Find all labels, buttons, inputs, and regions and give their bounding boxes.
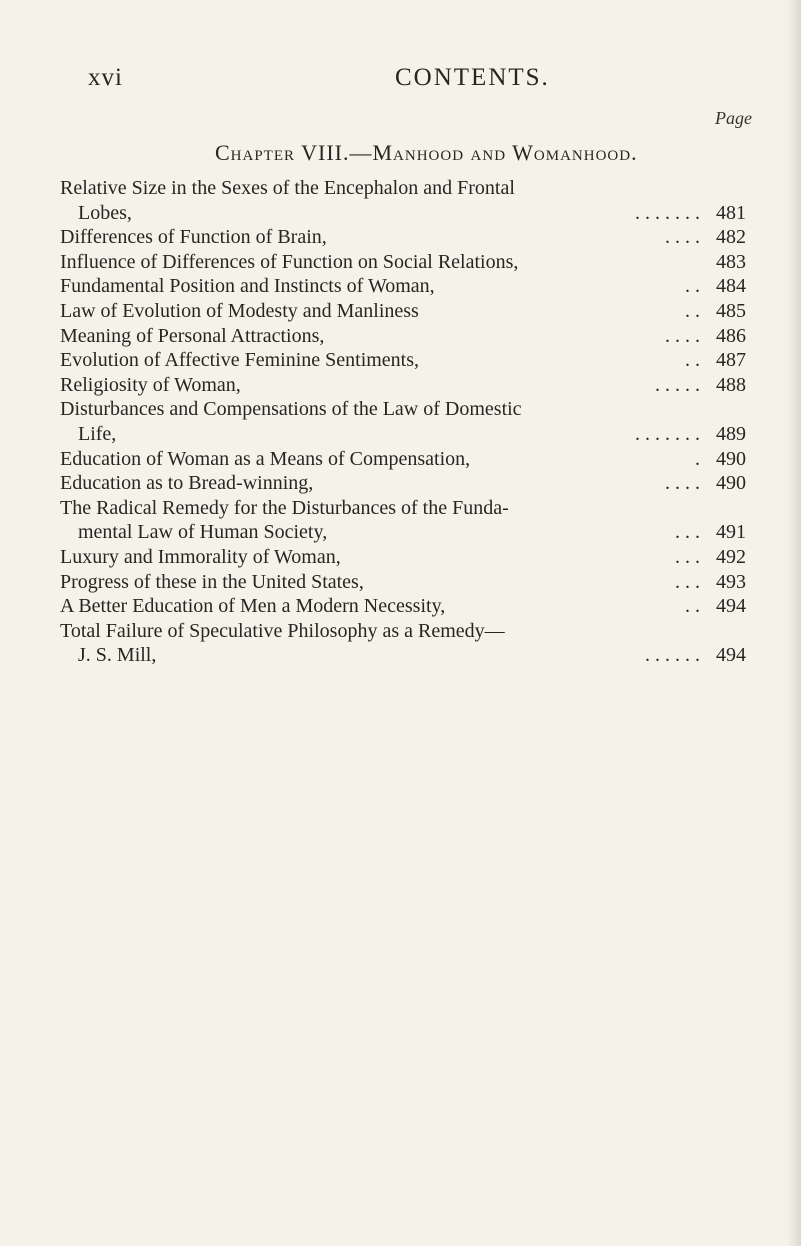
- toc-page-number: 484: [716, 275, 746, 298]
- toc-entry-text: Progress of these in the United States,: [60, 570, 364, 593]
- chapter-title: Manhood and Womanhood.: [372, 140, 638, 165]
- toc-entry-line: [60, 225, 760, 250]
- toc-entry-text: Evolution of Affective Feminine Sentiments,: [60, 349, 420, 372]
- toc-entry-line: [60, 324, 760, 349]
- toc-page-number: 489: [716, 422, 746, 445]
- toc-page-number: 492: [716, 545, 746, 568]
- toc-page-number: 494: [716, 595, 746, 618]
- toc-entry-text: Law of Evolution of Modesty and Manliness: [60, 299, 419, 322]
- toc-leader-dots: . . . . . . .: [635, 201, 700, 224]
- page-edge-shadow: [787, 0, 801, 1246]
- toc-entry-line: [60, 471, 760, 496]
- toc-leader-dots: . . . . .: [655, 373, 700, 396]
- page-column-label: Page: [715, 108, 752, 128]
- toc-page-number: 485: [716, 299, 746, 322]
- toc-entry-line: [60, 176, 760, 201]
- toc-leader-dots: . . .: [675, 570, 700, 593]
- toc-page-number: 488: [716, 373, 746, 396]
- toc-entry-text: Religiosity of Woman,: [60, 373, 241, 396]
- toc-entry-line: [60, 496, 760, 521]
- toc-entry-line: [60, 274, 760, 299]
- toc-leader-dots: . . .: [675, 545, 700, 568]
- toc-entry-line: [60, 594, 760, 619]
- toc-entry-text: Differences of Function of Brain,: [60, 226, 327, 249]
- toc-entry-line: [60, 250, 760, 275]
- toc-leader-dots: . .: [685, 595, 700, 618]
- toc-entry-line: [60, 520, 760, 545]
- chapter-heading: [215, 140, 638, 166]
- toc-entry-line: [60, 397, 760, 422]
- toc-leader-dots: . . . . . . .: [635, 422, 700, 445]
- running-title: CONTENTS.: [395, 64, 550, 91]
- table-of-contents: [60, 176, 760, 668]
- toc-entry-text: Education of Woman as a Means of Compensation,: [60, 447, 471, 470]
- toc-page-number: 486: [716, 324, 746, 347]
- toc-entry-text: Relative Size in the Sexes of the Encephalon and Frontal: [60, 177, 515, 199]
- toc-page-number: 491: [716, 521, 746, 544]
- page-folio: xvi: [88, 64, 123, 91]
- toc-entry-text: Life,: [78, 422, 117, 445]
- toc-entry-text: mental Law of Human Society,: [78, 521, 328, 544]
- toc-entry-text: Fundamental Position and Instincts of Woman,: [60, 275, 435, 298]
- chapter-number: Chapter VIII.—: [215, 140, 373, 165]
- toc-entry-text: Disturbances and Compensations of the Law of Domestic: [60, 398, 522, 421]
- toc-leader-dots: . .: [685, 299, 700, 322]
- toc-leader-dots: .: [695, 447, 700, 470]
- toc-entry-text: Meaning of Personal Attractions,: [60, 324, 325, 347]
- toc-entry-line: [60, 447, 760, 472]
- toc-leader-dots: . .: [685, 275, 700, 298]
- toc-entry-line: [60, 619, 760, 644]
- toc-page-number: 481: [716, 201, 746, 224]
- toc-entry-line: [60, 299, 760, 324]
- toc-entry-line: [60, 201, 760, 226]
- toc-page-number: 483: [716, 250, 746, 273]
- toc-entry-text: A Better Education of Men a Modern Necessity,: [60, 595, 446, 618]
- toc-leader-dots: . . . . . .: [645, 644, 700, 667]
- toc-entry-line: [60, 373, 760, 398]
- toc-entry-text: Total Failure of Speculative Philosophy as a Remedy—: [60, 619, 505, 642]
- toc-page-number: 493: [716, 570, 746, 593]
- toc-leader-dots: . . .: [675, 521, 700, 544]
- toc-page-number: 490: [716, 447, 746, 470]
- toc-page-number: 494: [716, 644, 746, 667]
- toc-leader-dots: . .: [685, 349, 700, 372]
- toc-entry-line: [60, 570, 760, 595]
- toc-entry-text: J. S. Mill,: [78, 644, 157, 667]
- toc-entry-text: Education as to Bread-winning,: [60, 472, 314, 495]
- toc-page-number: 482: [716, 226, 746, 249]
- toc-page-number: 490: [716, 472, 746, 495]
- toc-page-number: 487: [716, 349, 746, 372]
- running-head: [0, 64, 801, 100]
- toc-leader-dots: . . . .: [665, 226, 700, 249]
- toc-entry-text: The Radical Remedy for the Disturbances of the Funda-: [60, 496, 509, 519]
- toc-leader-dots: . . . .: [665, 472, 700, 495]
- toc-entry-text: Lobes,: [78, 201, 132, 224]
- toc-entry-line: [60, 545, 760, 570]
- toc-entry-text: Luxury and Immorality of Woman,: [60, 545, 341, 568]
- toc-entry-line: [60, 422, 760, 447]
- toc-entry-line: [60, 643, 760, 668]
- toc-entry-text: Influence of Differences of Function on Social Relations,: [60, 250, 519, 273]
- toc-entry-line: [60, 348, 760, 373]
- toc-leader-dots: . . . .: [665, 324, 700, 347]
